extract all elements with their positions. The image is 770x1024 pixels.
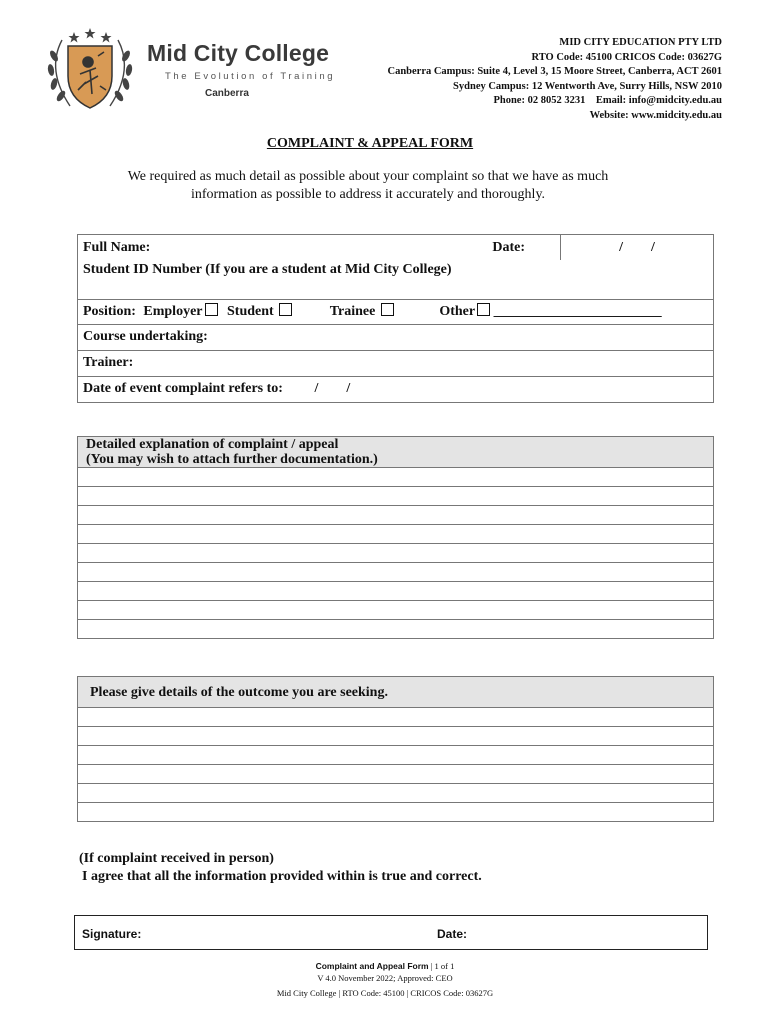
rto-cricos-codes: RTO Code: 45100 CRICOS Code: 03627G [531, 51, 722, 63]
college-crest-logo [40, 26, 140, 114]
declaration: (If complaint received in person) I agree that all the information provided within is true and correct. [79, 851, 482, 884]
explanation-header: Detailed explanation of complaint / appeal (You may wish to attach further documentation.) [78, 437, 714, 468]
explanation-line[interactable] [78, 544, 714, 563]
other-checkbox[interactable] [477, 303, 490, 316]
date-label: Date: [492, 240, 525, 255]
footer-form-name: Complaint and Appeal Form [315, 961, 429, 971]
full-name-field[interactable]: Full Name: Date: [78, 235, 561, 260]
date-field[interactable]: / / [561, 235, 714, 260]
student-checkbox[interactable] [279, 303, 292, 316]
signature-box[interactable] [74, 915, 708, 950]
brand-tagline: The Evolution of Training [165, 71, 336, 82]
sydney-campus-address: Sydney Campus: 12 Wentworth Ave, Surry Hills, NSW 2010 [453, 80, 722, 92]
outcome-table [77, 676, 714, 822]
event-date-field[interactable]: Date of event complaint refers to: / / [78, 377, 714, 403]
outcome-line[interactable] [78, 746, 714, 765]
explanation-line[interactable] [78, 620, 714, 639]
outcome-line[interactable] [78, 708, 714, 727]
footer-page: | 1 of 1 [430, 961, 455, 971]
course-field[interactable]: Course undertaking: [78, 325, 714, 351]
outcome-header: Please give details of the outcome you are seeking. [78, 677, 714, 708]
company-name: MID CITY EDUCATION PTY LTD [559, 37, 722, 48]
explanation-line[interactable] [78, 525, 714, 544]
explanation-line[interactable] [78, 506, 714, 525]
outcome-line[interactable] [78, 727, 714, 746]
page-footer [0, 961, 770, 1000]
employer-checkbox[interactable] [205, 303, 218, 316]
outcome-line[interactable] [78, 784, 714, 803]
website: Website: www.midcity.edu.au [589, 109, 722, 121]
brand-location: Canberra [205, 88, 249, 99]
outcome-line[interactable] [78, 803, 714, 822]
details-table [77, 234, 714, 403]
footer-version: V 4.0 November 2022; Approved: CEO [317, 972, 453, 983]
explanation-line[interactable] [78, 601, 714, 620]
outcome-line[interactable] [78, 765, 714, 784]
explanation-line[interactable] [78, 582, 714, 601]
explanation-table [77, 436, 714, 639]
trainer-field[interactable]: Trainer: [78, 351, 714, 377]
student-id-field[interactable]: Student ID Number (If you are a student at Mid City College) [78, 260, 714, 300]
canberra-campus-address: Canberra Campus: Suite 4, Level 3, 15 Moore Street, Canberra, ACT 2601 [387, 66, 722, 78]
form-title: COMPLAINT & APPEAL FORM [266, 136, 474, 151]
footer-codes: Mid City College | RTO Code: 45100 | CRICOS Code: 03627G [276, 988, 494, 998]
signature-label: Signature: [82, 927, 142, 941]
position-row: Position: Employer Student Trainee Other ________________________ [78, 300, 714, 325]
trainee-checkbox[interactable] [381, 303, 394, 316]
explanation-line[interactable] [78, 468, 714, 487]
explanation-line[interactable] [78, 487, 714, 506]
explanation-line[interactable] [78, 563, 714, 582]
signature-date-label: Date: [437, 927, 468, 941]
contact-header [387, 36, 722, 124]
phone-email: Phone: 02 8052 3231 Email: info@midcity.edu.au [493, 95, 722, 107]
form-intro: We required as much detail as possible about your complaint so that we have as much information as possible to address it accurately and thoroughly. [127, 169, 609, 202]
other-text-line[interactable]: ________________________ [493, 304, 662, 319]
brand-name: Mid City College [147, 40, 330, 66]
